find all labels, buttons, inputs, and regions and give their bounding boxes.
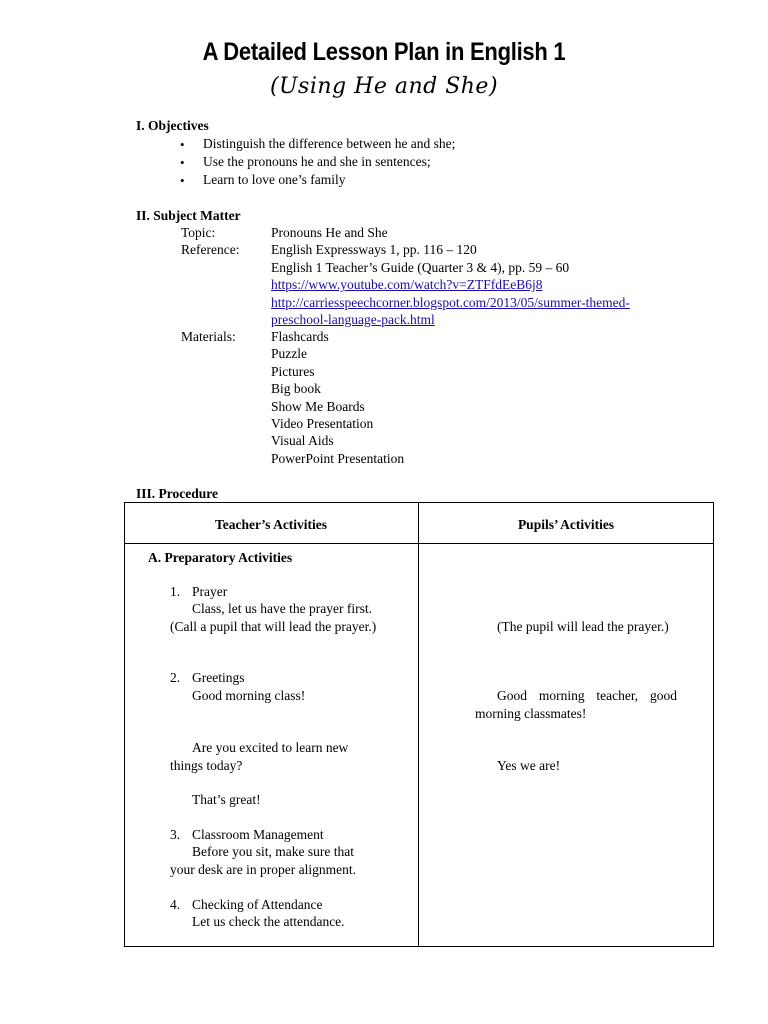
material-item: Pictures	[271, 364, 315, 379]
greetings-line: Good morning class!	[192, 688, 306, 703]
document-title: A Detailed Lesson Plan in English 1	[202, 38, 566, 66]
material-item: Big book	[271, 381, 321, 396]
topic-value: Pronouns He and She	[271, 225, 388, 240]
prayer-line: Class, let us have the prayer first.	[192, 601, 372, 616]
teacher-activities-header: Teacher’s Activities	[214, 517, 328, 532]
classroom-label: Classroom Management	[192, 827, 324, 842]
reference-link-blog-cont[interactable]: preschool-language-pack.html	[271, 312, 435, 327]
objective-item: Use the pronouns he and she in sentences;	[203, 154, 431, 169]
objective-item: Distinguish the difference between he and she;	[203, 136, 456, 151]
material-item: Visual Aids	[271, 433, 334, 448]
procedure-heading: III. Procedure	[136, 486, 218, 501]
bullet-icon: •	[180, 173, 185, 188]
objectives-heading: I. Objectives	[136, 118, 209, 133]
pupil-excited-response: Yes we are!	[497, 758, 561, 773]
topic-label: Topic:	[181, 225, 216, 240]
item-number: 3.	[170, 827, 181, 842]
document-subtitle: (Using He and She)	[269, 74, 499, 99]
section-a-heading: A. Preparatory Activities	[148, 550, 293, 565]
material-item: Show Me Boards	[271, 399, 365, 414]
prayer-instruction: (Call a pupil that will lead the prayer.)	[170, 619, 377, 634]
item-number: 1.	[170, 584, 181, 599]
item-number: 2.	[170, 670, 181, 685]
reference-link-blog[interactable]: http://carriesspeechcorner.blogspot.com/2013/05/summer-themed-	[271, 295, 630, 310]
material-item: PowerPoint Presentation	[271, 451, 405, 466]
attendance-label: Checking of Attendance	[192, 897, 323, 912]
table-column-divider	[418, 502, 419, 947]
prayer-label: Prayer	[192, 584, 228, 599]
objective-item: Learn to love one’s family	[203, 172, 346, 187]
greetings-label: Greetings	[192, 670, 245, 685]
table-header-divider	[124, 543, 714, 544]
material-item: Puzzle	[271, 346, 307, 361]
reference-item: English Expressways 1, pp. 116 – 120	[271, 242, 477, 257]
classroom-line: your desk are in proper alignment.	[170, 862, 356, 877]
great-line: That’s great!	[192, 792, 261, 807]
reference-link-youtube[interactable]: https://www.youtube.com/watch?v=ZTFfdEeB6j8	[271, 277, 543, 292]
item-number: 4.	[170, 897, 181, 912]
materials-label: Materials:	[181, 329, 236, 344]
pupil-greetings-response: Good morning teacher, good morning classmates!	[475, 688, 677, 721]
bullet-icon: •	[180, 137, 185, 152]
procedure-table	[124, 502, 714, 947]
material-item: Flashcards	[271, 329, 329, 344]
attendance-line: Let us check the attendance.	[192, 914, 345, 929]
excited-line: things today?	[170, 758, 243, 773]
material-item: Video Presentation	[271, 416, 374, 431]
bullet-icon: •	[180, 155, 185, 170]
pupil-prayer-response: (The pupil will lead the prayer.)	[497, 619, 669, 634]
pupils-activities-header: Pupils’ Activities	[517, 517, 615, 532]
excited-line: Are you excited to learn new	[192, 740, 349, 755]
classroom-line: Before you sit, make sure that	[192, 844, 354, 859]
reference-item: English 1 Teacher’s Guide (Quarter 3 & 4), pp. 59 – 60	[271, 260, 570, 275]
subject-matter-heading: II. Subject Matter	[136, 208, 241, 223]
reference-label: Reference:	[181, 242, 240, 257]
